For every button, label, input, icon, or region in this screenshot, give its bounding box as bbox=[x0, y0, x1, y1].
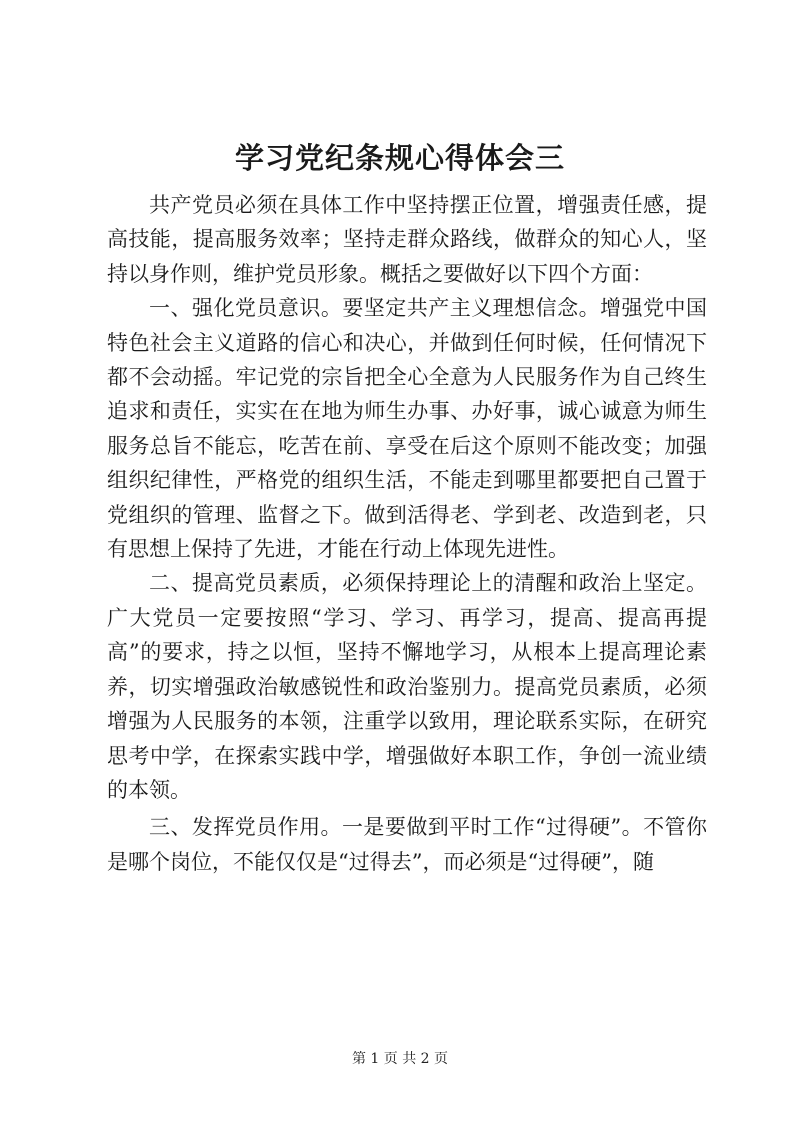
paragraph-section-1: 一、强化党员意识。要坚定共产主义理想信念。增强党中国特色社会主义道路的信心和决心，并做到任何时候，任何情况下都不会动摇。牢记党的宗旨把全心全意为人民服务作为自己终生追求和责任，实实在在地为师生办事、办好事，诚心诚意为师生服务总旨不能忘，吃苦在前、享受在后这个原则不能改变；加强组织纪律性，严格党的组织生活，不能走到哪里都要把自己置于党组织的管理、监督之下。做到活得老、学到老、改造到老，只有思想上保持了先进，才能在行动上体现先进性。 bbox=[107, 296, 707, 562]
paragraph-section-2: 二、提高党员素质，必须保持理论上的清醒和政治上坚定。广大党员一定要按照“学习、学习、再学习，提高、提高再提高”的要求，持之以恒，坚持不懈地学习，从根本上提高理论素养，切实增强政治敏感锐性和政治鉴别力。提高党员素质，必须增强为人民服务的本领，注重学以致用，理论联系实际，在研究思考中学，在探索实践中学，增强做好本职工作，争创一流业绩的本领。 bbox=[107, 571, 707, 802]
paragraph-section-3: 三、发挥党员作用。一是要做到平时工作“过得硬”。不管你是哪个岗位，不能仅仅是“过得去”，而必须是“过得硬”，随 bbox=[107, 815, 707, 874]
document-title: 学习党纪条规心得体会三 bbox=[234, 141, 565, 175]
page-footer: 第 1 页 共 2 页 bbox=[351, 1051, 449, 1067]
document-body bbox=[107, 188, 707, 879]
paragraph-intro: 共产党员必须在具体工作中坚持摆正位置，增强责任感，提高技能，提高服务效率；坚持走群众路线，做群众的知心人，坚持以身作则，维护党员形象。概括之要做好以下四个方面： bbox=[107, 193, 707, 286]
